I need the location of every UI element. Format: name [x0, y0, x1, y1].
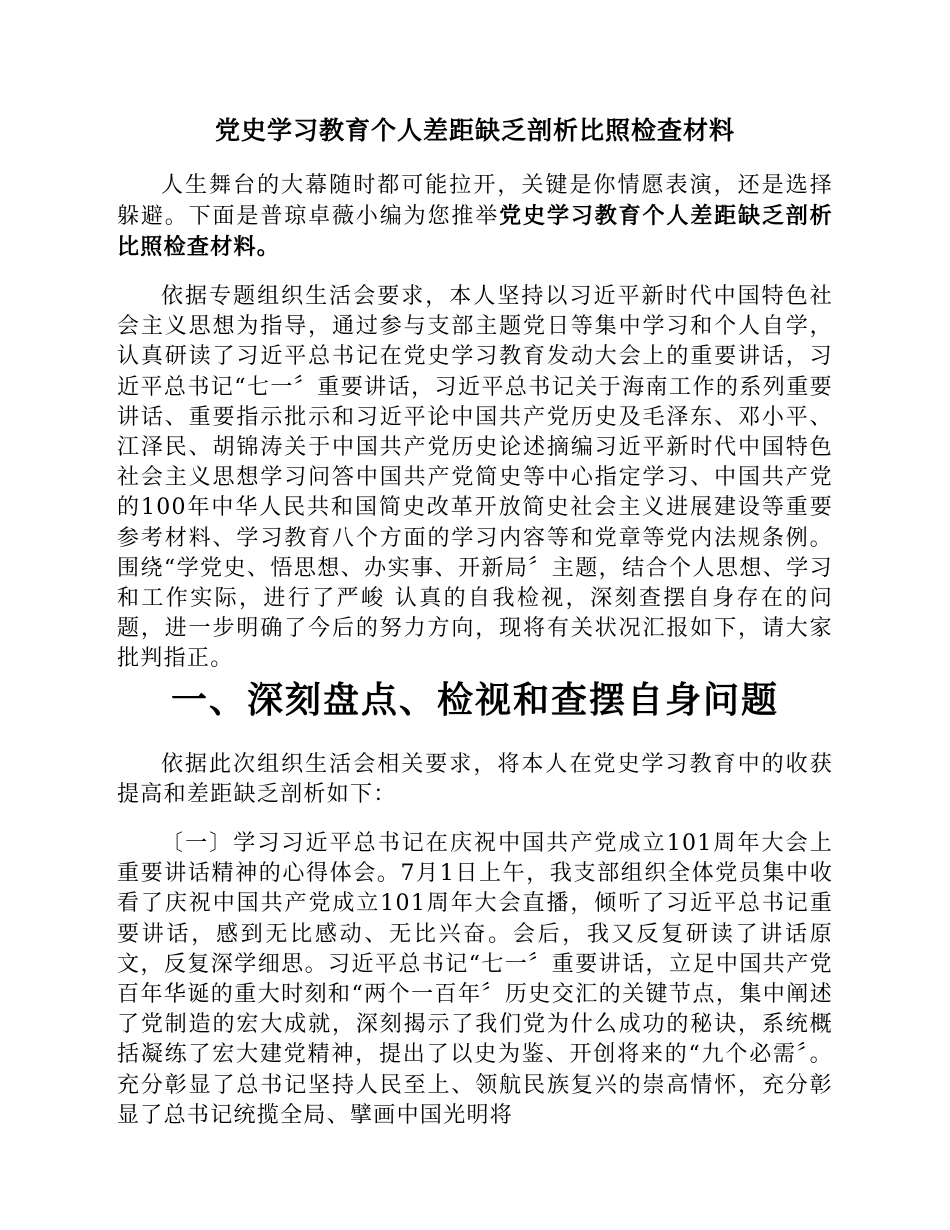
section-paragraph: 〔一〕学习习近平总书记在庆祝中国共产党成立101周年大会上重要讲话精神的心得体会。7月1日上午，我支部组织全体党员集中收看了庆祝中国共产党成立101周年大会直播，倾听了习近平总书记重要讲话，感到无比感动、无比兴奋。会后，我又反复研读了讲话原文，反复深学细思。习近平总书记“七一〞重要讲话，立足中国共产党百年华诞的重大时刻和“两个一百年〞历史交汇的关键节点，集中阐述了党制造的宏大成就，深刻揭示了我们党为什么成功的秘诀，系统概括凝练了宏大建党精神，提出了以史为鉴、开创将来的“九个必需〞。充分彰显了总书记坚持人民至上、领航民族复兴的崇高情怀，充分彰显了总书记统揽全局、擘画中国光明将	[117, 831, 833, 1128]
intro-bold-title: 党史学习教育个人差距缺乏剖析比照检查材料。	[117, 203, 833, 261]
document-title: 党史学习教育个人差距缺乏剖析比照检查材料	[214, 116, 735, 145]
body-paragraph: 依据专题组织生活会要求，本人坚持以习近平新时代中国特色社会主义思想为指导，通过参与支部主题党日等集中学习和个人自学，认真研读了习近平总书记在党史学习教育发动大会上的重要讲话，习近平总书记“七一〞重要讲话，习近平总书记关于海南工作的系列重要讲话、重要指示批示和习近平论中国共产党历史及毛泽东、邓小平、江泽民、胡锦涛关于中国共产党历史论述摘编习近平新时代中国特色社会主义思想学习问答中国共产党简史等中心指定学习、中国共产党的100年中华人民共和国简史改革开放简史社会主义进展建设等重要参考材料、学习教育八个方面的学习内容等和党章等党内法规条例。围绕“学党史、悟思想、办实事、开新局〞主题，结合个人思想、学习和工作实际，进行了严峻 认真的自我检视，深刻查摆自身存在的问题，进一步明确了今后的努力方向，现将有关状况汇报如下，请大家批判指正。	[117, 284, 833, 672]
section-heading: 一、深刻盘点、检视和查摆自身问题	[170, 679, 779, 721]
section-paragraph: 依据此次组织生活会相关要求，将本人在党史学习教育中的收获提高和差距缺乏剖析如下：	[117, 752, 833, 808]
intro-paragraph	[117, 171, 833, 264]
intro-text: 人生舞台的大幕随时都可能拉开，关键是你情愿表演，还是选择躲避。下面是普琼卓薇小编为您推举	[117, 173, 833, 230]
